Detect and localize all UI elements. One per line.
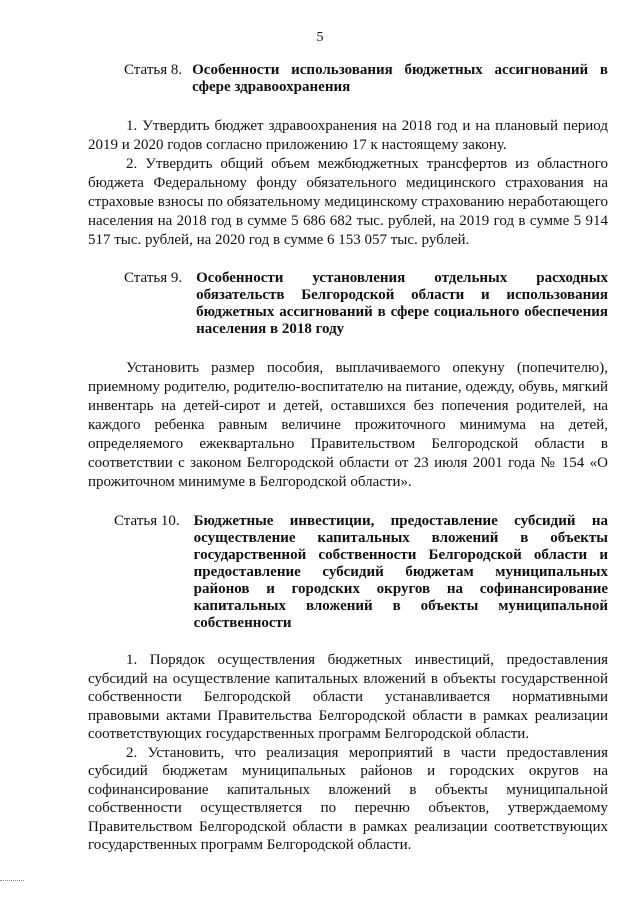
article-10 [88, 513, 608, 855]
article-body [88, 117, 608, 250]
article-heading [88, 513, 608, 632]
article-8 [88, 62, 608, 250]
article-9 [88, 270, 608, 492]
article-body [88, 651, 608, 855]
paragraph: Установить размер пособия, выплачиваемого опекуну (попечителю), приемному родителю, родителю-воспитателю на питание, одежду, обувь, мягкий инвентарь на детей-сирот и детей, оставшихся без попечения родителей, на каждого ребенка равным величине прожиточного минимума на детей, определяемого ежеквартально Правительством Белгородской области в соответствии с законом Белгородской области от 23 июля 2001 года № 154 «О прожиточном минимуме в Белгородской области». [88, 360, 608, 490]
article-title: Бюджетные инвестиции, предоставление субсидий на осуществление капитальных вложений в объекты государственной собственности Белгородской области и предоставление субсидий бюджетам муниципальных районов и городских округов на софинансирование капитальных вложений в объекты муниципальной собственности [193, 513, 608, 631]
article-body [88, 359, 608, 492]
article-label: Статья 9. [124, 270, 183, 286]
paragraph: 1. Порядок осуществления бюджетных инвестиций, предоставления субсидий на осуществление капитальных вложений в объекты государственной собственности Белгородской области устанавливается нормативными правовыми актами Правительства Белгородской области в рамках реализации соответствующих государственных программ Белгородской области. [88, 652, 608, 742]
article-title: Особенности установления отдельных расходных обязательств Белгородской области и использования бюджетных ассигнований в сфере социального обеспечения населения в 2018 году [196, 270, 608, 337]
article-title: Особенности использования бюджетных ассигнований в сфере здравоохранения [192, 62, 608, 95]
scan-edge-mark [0, 880, 24, 881]
article-label: Статья 8. [124, 62, 183, 78]
article-heading [88, 62, 608, 96]
article-heading [88, 270, 608, 338]
page-number: 5 [316, 30, 324, 45]
paragraph: 1. Утвердить бюджет здравоохранения на 2018 год и на плановый период 2019 и 2020 годов согласно приложению 17 к настоящему закону. [88, 118, 608, 153]
paragraph: 2. Утвердить общий объем межбюджетных трансфертов из областного бюджета Федеральному фонду обязательного медицинского страхования на страховые взносы по обязательному медицинскому страхованию неработающего населения на 2018 год в сумме 5 686 682 тыс. рублей, на 2019 год в сумме 5 914 517 тыс. рублей, на 2020 год в сумме 6 153 057 тыс. рублей. [88, 156, 608, 248]
paragraph: 2. Установить, что реализация мероприятий в части предоставления субсидий бюджетам муниципальных районов и городских округов на софинансирование капитальных вложений в объекты муниципальной собственности осуществляется по перечню объектов, утверждаемому Правительством Белгородской области в рамках реализации соответствующих государственных программ Белгородской области. [88, 744, 608, 853]
article-label: Статья 10. [114, 513, 180, 529]
